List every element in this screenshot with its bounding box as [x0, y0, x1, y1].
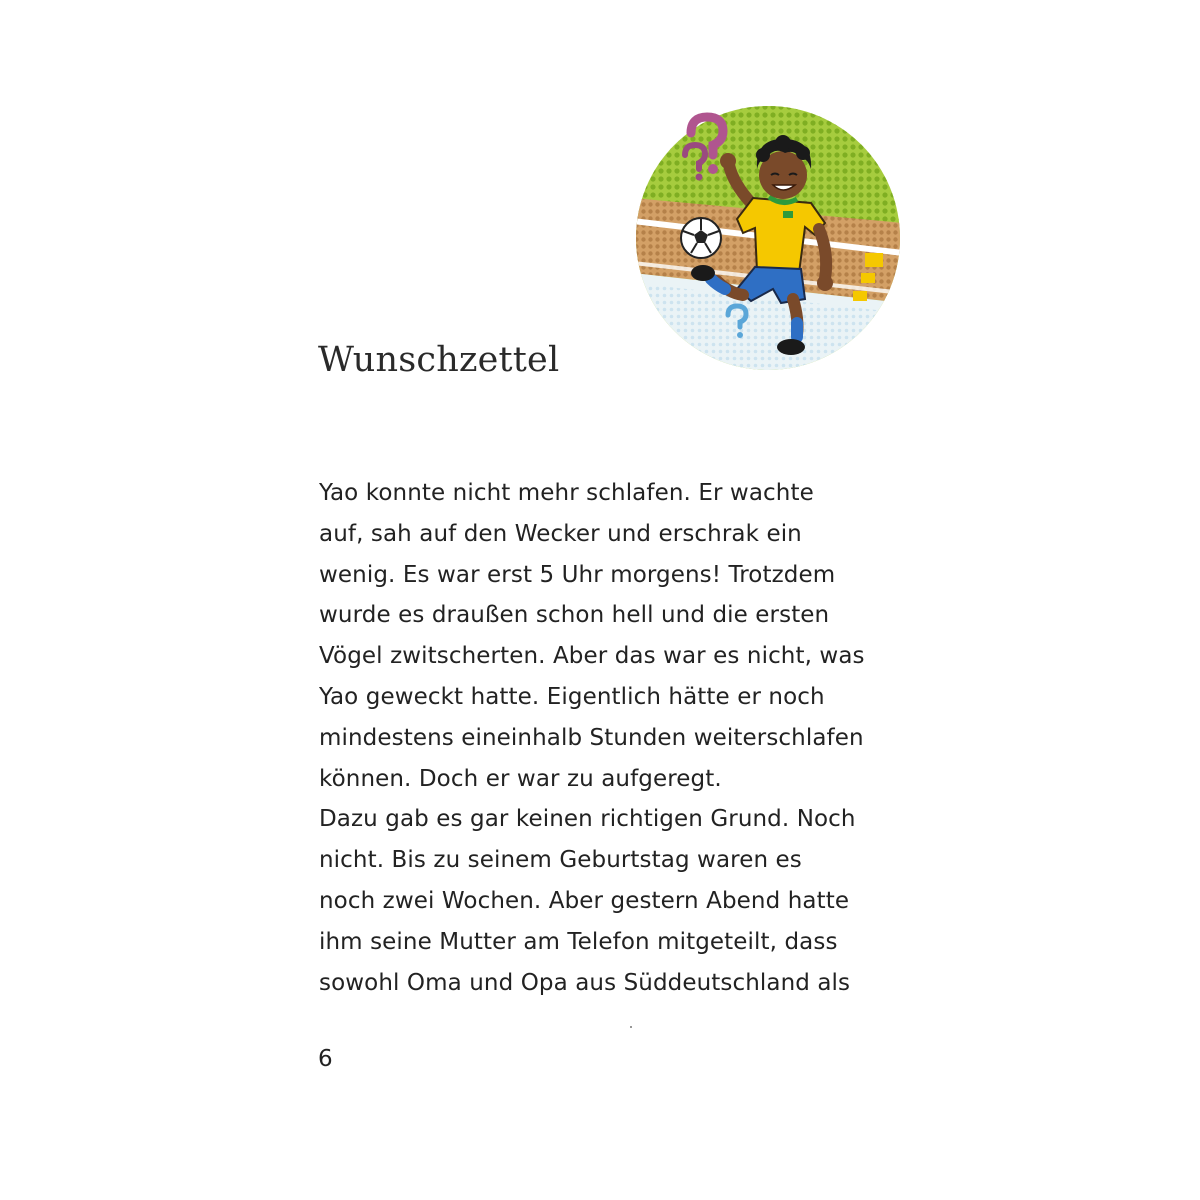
boy-playing-soccer-illustration: [633, 103, 903, 373]
text-line: Dazu gab es gar keinen richtigen Grund. Noch: [319, 806, 856, 833]
text-line: noch zwei Wochen. Aber gestern Abend hatte: [319, 887, 850, 914]
soccer-ball-icon: [681, 218, 721, 258]
text-line: Yao konnte nicht mehr schlafen. Er wachte: [319, 480, 814, 506]
text-line: mindestens eineinhalb Stunden weiterschlafen: [319, 724, 864, 751]
text-line: nicht. Bis zu seinem Geburtstag waren es: [319, 847, 802, 874]
text-line: Vögel zwitscherten. Aber das war es nicht, was: [319, 643, 865, 670]
text-line: wurde es draußen schon hell und die ersten: [319, 602, 830, 629]
body-text: [319, 473, 919, 1003]
text-line: wenig. Es war erst 5 Uhr morgens! Trotzdem: [319, 561, 836, 588]
text-line: können. Doch er war zu aufgeregt.: [319, 765, 722, 792]
print-speck: [630, 1026, 632, 1028]
text-line: auf, sah auf den Wecker und erschrak ein: [319, 520, 802, 547]
text-line: ihm seine Mutter am Telefon mitgeteilt, dass: [319, 928, 838, 955]
chapter-title: Wunschzettel: [318, 340, 560, 380]
text-line: Yao geweckt hatte. Eigentlich hätte er noch: [319, 683, 825, 710]
text-line: sowohl Oma und Opa aus Süddeutschland als: [319, 969, 851, 996]
page-number: 6: [318, 1046, 333, 1072]
